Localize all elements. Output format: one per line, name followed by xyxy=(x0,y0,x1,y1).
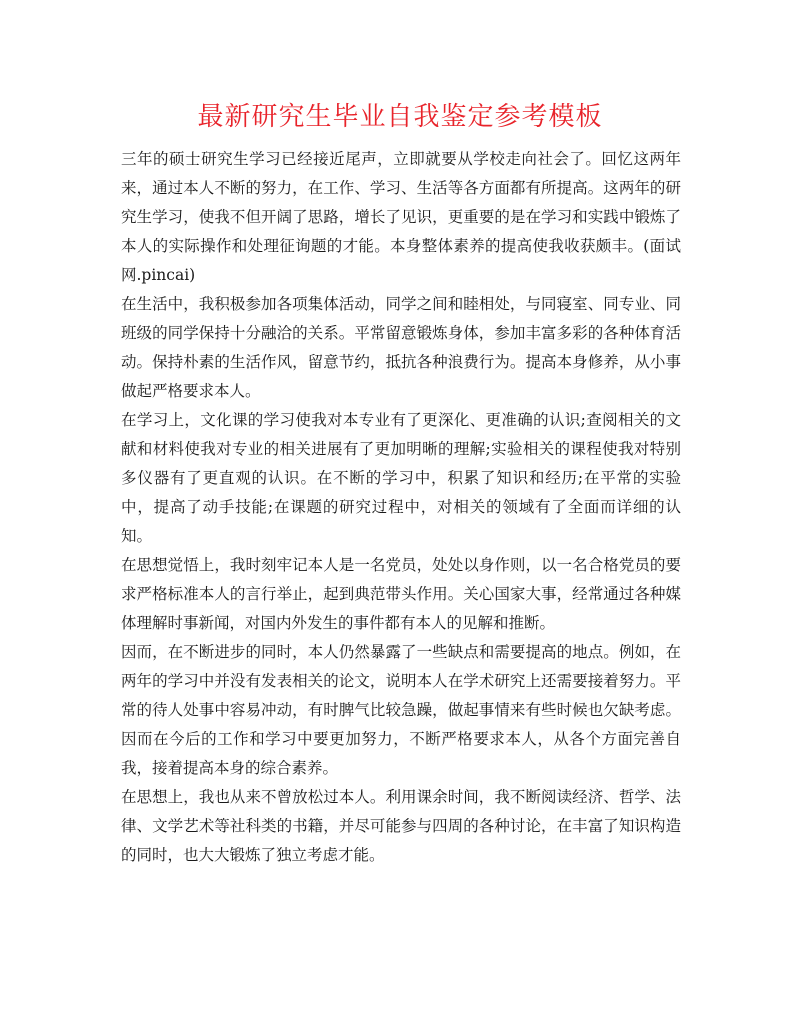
paragraph-life: 在生活中，我积极参加各项集体活动，同学之间和睦相处，与同寝室、同专业、同班级的同学保持十分融洽的关系。平常留意锻炼身体，参加丰富多彩的各种体育活动。保持朴素的生活作风，留意节约，抵抗各种浪费行为。提高本身修养，从小事做起严格要求本人。 xyxy=(121,295,681,400)
paragraph-ideology: 在思想觉悟上，我时刻牢记本人是一名党员，处处以身作则，以一名合格党员的要求严格标准本人的言行举止，起到典范带头作用。关心国家大事，经常通过各种媒体理解时事新闻，对国内外发生的事件都有本人的见解和推断。 xyxy=(121,556,681,632)
paragraph-intro: 三年的硕士研究生学习已经接近尾声，立即就要从学校走向社会了。回忆这两年来，通过本人不断的努力，在工作、学习、生活等各方面都有所提高。这两年的研究生学习，使我不但开阔了思路，增长了见识，更重要的是在学习和实践中锻炼了本人的实际操作和处理征询题的才能。本身整体素养的提高使我收获颇丰。(面试网.pincai) xyxy=(121,150,681,284)
paragraph-shortcomings: 因而，在不断进步的同时，本人仍然暴露了一些缺点和需要提高的地点。例如，在两年的学习中并没有发表相关的论文，说明本人在学术研究上还需要接着努力。平常的待人处事中容易冲动，有时脾气比较急躁，做起事情来有些时候也欠缺考虑。因而在今后的工作和学习中要更加努力，不断严格要求本人，从各个方面完善自我，接着提高本身的综合素养。 xyxy=(121,643,681,777)
paragraph-study: 在学习上，文化课的学习使我对本专业有了更深化、更准确的认识;查阅相关的文献和材料使我对专业的相关进展有了更加明晰的理解;实验相关的课程使我对特别多仪器有了更直观的认识。在不断的学习中，积累了知识和经历;在平常的实验中，提高了动手技能;在课题的研究过程中，对相关的领域有了全面而详细的认知。 xyxy=(121,411,681,545)
document-title: 最新研究生毕业自我鉴定参考模板 xyxy=(197,102,603,132)
document-body xyxy=(121,145,681,870)
paragraph-thought: 在思想上，我也从来不曾放松过本人。利用课余时间，我不断阅读经济、哲学、法律、文学艺术等社科类的书籍，并尽可能参与四周的各种讨论，在丰富了知识构造的同时，也大大锻炼了独立考虑才能。 xyxy=(121,788,681,864)
